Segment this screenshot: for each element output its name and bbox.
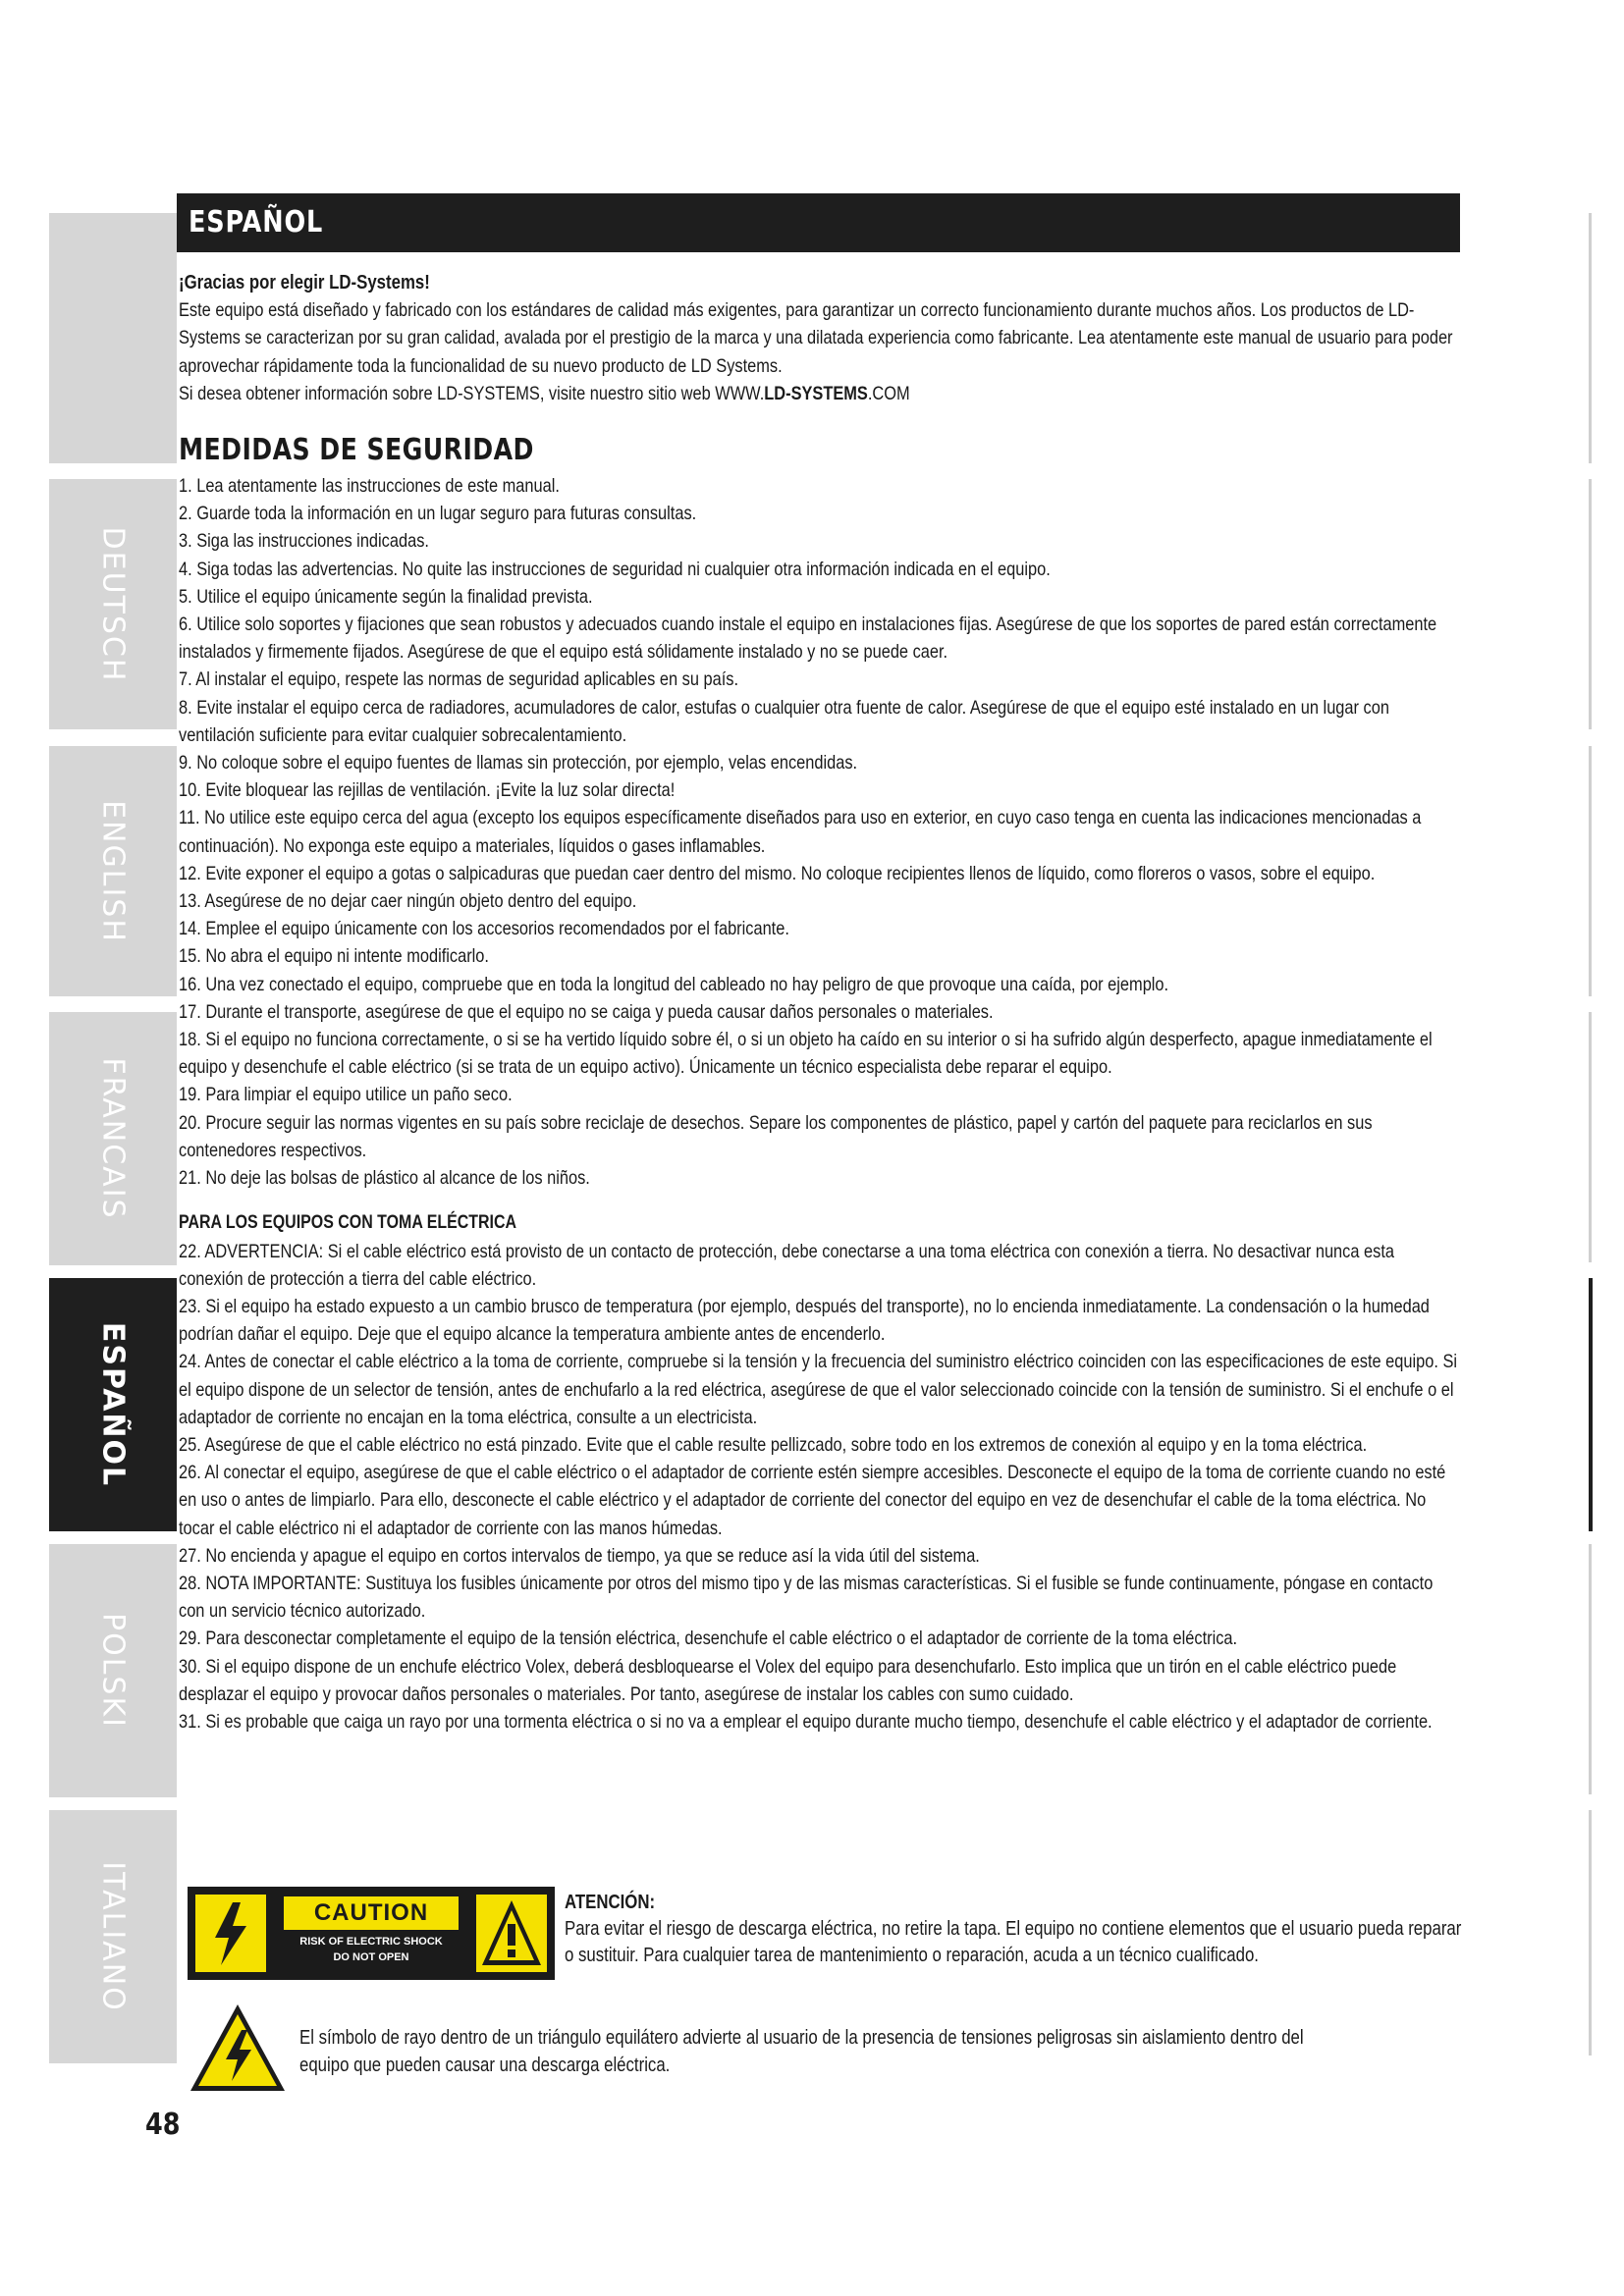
list-item: 3. Siga las instrucciones indicadas.: [179, 530, 429, 553]
list-item: 21. No deje las bolsas de plástico al alcance de los niños.: [179, 1167, 590, 1190]
list-item: 19. Para limpiar el equipo utilice un paño seco.: [179, 1084, 513, 1106]
caution-line-2: DO NOT OPEN: [333, 1951, 409, 1963]
list-item: 2. Guarde toda la información en un lugar seguro para futuras consultas.: [179, 503, 697, 525]
side-tab-label: FRANCAIS: [95, 1057, 131, 1220]
list-item: 24. Antes de conectar el cable eléctrico a la toma de corriente, compruebe si la tensión y la frecuencia del suministro eléctrico coinciden con las especificaciones de este equipo. Si el equipo dispone de un selector de tensión, antes de enchufarlo a la red eléctrica, asegúrese de que el valor seleccionado coincide con la tensión de suministro. Si el enchufe o el adaptador de corriente no encajan en la toma eléctrica, consulte a un electricista.: [179, 1351, 1458, 1428]
list-item: 17. Durante el transporte, asegúrese de que el equipo no se caiga y pueda causar daños personales o materiales.: [179, 1000, 994, 1023]
side-tab-espanol[interactable]: [49, 1278, 177, 1531]
intro-web-suffix: .COM: [867, 382, 910, 404]
intro-web-prefix: Si desea obtener información sobre LD-SYSTEMS, visite nuestro sitio web WWW.: [179, 382, 765, 404]
side-tab-label: ESPAÑOL: [95, 1321, 131, 1488]
list-item: 7. Al instalar el equipo, respete las normas de seguridad aplicables en su país.: [179, 668, 739, 691]
caution-exclamation-panel: [476, 1895, 547, 1972]
list-item: 25. Asegúrese de que el cable eléctrico no está pinzado. Evite que el cable resulte pellizcado, sobre todo en los extremos de conexión al equipo y en la toma eléctrica.: [179, 1433, 1368, 1456]
list-item: 18. Si el equipo no funciona correctamente, o si se ha vertido líquido sobre él, o si un objeto ha caído en su interior o si ha sufrido algún desperfecto, apague inmediatamente el equipo y desenchufe el cable eléctrico (si se trata de un equipo activo). Únicamente un técnico especialista debe reparar el equipo.: [179, 1029, 1433, 1079]
section-header-bar: [177, 193, 1460, 252]
caution-line-1: RISK OF ELECTRIC SHOCK: [299, 1936, 443, 1948]
right-edge-line: [1589, 1810, 1592, 2056]
section-header-title: ESPAÑOL: [189, 205, 324, 240]
caution-subtext: [274, 1934, 468, 1965]
list-item: 5. Utilice el equipo únicamente según la finalidad prevista.: [179, 585, 593, 608]
lightning-triangle-icon: [189, 2002, 287, 2093]
list-item: 23. Si el equipo ha estado expuesto a un cambio brusco de temperatura (por ejemplo, después del transporte), no lo encienda inmediatamente. La condensación o la humedad podrían dañar el equipo. Deje que el equipo alcance la temperatura ambiente antes de encenderlo.: [179, 1295, 1430, 1346]
list-item: 30. Si el equipo dispone de un enchufe eléctrico Volex, deberá desbloquearse el Volex del equipo para desenchufarlo. Esto implica que un tirón en el cable eléctrico puede desplazar el equipo y provocar daños personales o materiales. Por tanto, asegúrese de instalar los cables con sumo cuidado.: [179, 1655, 1397, 1705]
list-item: 6. Utilice solo soportes y fijaciones que sean robustos y adecuados cuando instale el equipo en instalaciones fijas. Asegúrese de que los soportes de pared están correctamente instalados y firmemente fijados. Asegúrese de que el equipo está sólidamente instalado y no se puede caer.: [179, 614, 1437, 664]
intro-web: [179, 380, 1461, 407]
electrical-title: PARA LOS EQUIPOS CON TOMA ELÉCTRICA: [179, 1212, 517, 1234]
intro-body: Este equipo está diseñado y fabricado con los estándares de calidad más exigentes, para garantizar un correcto funcionamiento durante muchos años. Los productos de LD-Systems se caracterizan por su gran calidad, avalada por el prestigio de la marca y una dilatada experiencia como fabricante. Lea atentamente este manual de usuario para poder aprovechar rápidamente toda la funcionalidad de su nuevo producto de LD Systems.: [179, 299, 1453, 377]
list-item: 27. No encienda y apague el equipo en cortos intervalos de tiempo, ya que se reduce así la vida útil del sistema.: [179, 1544, 980, 1567]
safety-title: MEDIDAS DE SEGURIDAD: [179, 433, 534, 468]
list-item: 15. No abra el equipo ni intente modificarlo.: [179, 945, 489, 968]
symbol-note: El símbolo de rayo dentro de un triángulo equilátero advierte al usuario de la presencia de tensiones peligrosas sin aislamiento dentro del equipo que pueden causar una descarga eléctrica.: [299, 2027, 1304, 2076]
atencion-block: [565, 1890, 1472, 1969]
electrical-list: [179, 1238, 1461, 1736]
safety-list: [179, 472, 1461, 1192]
caution-word: CAUTION: [284, 1896, 459, 1930]
list-item: 29. Para desconectar completamente el equipo de la tensión eléctrica, desenchufe el cable eléctrico o el adaptador de corriente de la toma eléctrica.: [179, 1628, 1238, 1650]
list-item: 1. Lea atentamente las instrucciones de este manual.: [179, 475, 560, 498]
page-number: 48: [145, 2108, 181, 2142]
side-tab-label: ENGLISH: [95, 799, 131, 943]
atencion-body: Para evitar el riesgo de descarga eléctrica, no retire la tapa. El equipo no contiene elementos que el usuario pueda reparar o sustituir. Para cualquier tarea de mantenimiento o reparación, acuda a un técnico cualificado.: [565, 1918, 1462, 1966]
list-item: 12. Evite exponer el equipo a gotas o salpicaduras que puedan caer dentro del mismo. No coloque recipientes llenos de líquido, como floreros o vasos, sobre el equipo.: [179, 862, 1376, 884]
caution-label: [188, 1887, 555, 1980]
caution-text-panel: [274, 1895, 468, 1972]
intro-web-link[interactable]: LD-SYSTEMS: [764, 382, 868, 404]
list-item: 20. Procure seguir las normas vigentes en su país sobre reciclaje de desechos. Separe los componentes de plástico, papel y cartón del paquete para reciclarlos en sus contenedores respectivos.: [179, 1111, 1373, 1161]
list-item: 8. Evite instalar el equipo cerca de radiadores, acumuladores de calor, estufas o cualquier otra fuente de calor. Asegúrese de que el equipo esté instalado en un lugar con ventilación suficiente para evitar cualquier sobrecalentamiento.: [179, 696, 1389, 746]
list-item: 31. Si es probable que caiga un rayo por una tormenta eléctrica o si no va a emplear el equipo durante mucho tiempo, desenchufe el cable eléctrico y el adaptador de corriente.: [179, 1710, 1433, 1733]
list-item: 10. Evite bloquear las rejillas de ventilación. ¡Evite la luz solar directa!: [179, 779, 676, 802]
side-tab-label: DEUTSCH: [95, 526, 131, 682]
list-item: 9. No coloque sobre el equipo fuentes de llamas sin protección, por ejemplo, velas encendidas.: [179, 752, 858, 774]
right-edge-line: [1589, 1544, 1592, 1794]
list-item: 4. Siga todas las advertencias. No quite las instrucciones de seguridad ni cualquier otra información indicada en el equipo.: [179, 558, 1051, 580]
side-tab-deutsch[interactable]: [49, 479, 177, 729]
side-tab-francais[interactable]: [49, 1012, 177, 1265]
exclamation-triangle-icon: [476, 1895, 547, 1972]
list-item: 26. Al conectar el equipo, asegúrese de que el cable eléctrico o el adaptador de corriente estén siempre accesibles. Desconecte el equipo de la toma de corriente cuando no esté en uso o antes de limpiarlo. Para ello, desconecte el cable eléctrico y el adaptador de corriente del conector del equipo en vez de desenchufar el cable de la toma eléctrica. No tocar el cable eléctrico ni el adaptador de corriente con las manos húmedas.: [179, 1462, 1446, 1539]
right-edge-line: [1589, 213, 1592, 463]
atencion-title: ATENCIÓN:: [565, 1892, 656, 1913]
list-item: 13. Asegúrese de no dejar caer ningún objeto dentro del equipo.: [179, 890, 637, 913]
right-edge-line: [1589, 1012, 1592, 1262]
side-tab-blank: [49, 213, 177, 463]
right-edge-line: [1589, 479, 1592, 729]
list-item: 28. NOTA IMPORTANTE: Sustituya los fusibles únicamente por otros del mismo tipo y de las mismas características. Si el fusible se funde continuamente, póngase en contacto con un servicio técnico autorizado.: [179, 1572, 1434, 1623]
list-item: 16. Una vez conectado el equipo, compruebe que en toda la longitud del cableado no hay peligro de que provoque una caída, por ejemplo.: [179, 973, 1169, 995]
side-tab-label: POLSKI: [95, 1613, 131, 1729]
side-tab-polski[interactable]: [49, 1544, 177, 1797]
right-edge-line-active: [1589, 1278, 1593, 1531]
list-item: 22. ADVERTENCIA: Si el cable eléctrico está provisto de un contacto de protección, debe conectarse a una toma eléctrica con conexión a tierra. No desactivar nunca esta conexión de protección a tierra del cable eléctrico.: [179, 1240, 1394, 1290]
side-tab-italiano[interactable]: [49, 1810, 177, 2063]
list-item: 14. Emplee el equipo únicamente con los accesorios recomendados por el fabricante.: [179, 918, 789, 940]
side-tab-english[interactable]: [49, 746, 177, 996]
lightning-icon: [195, 1895, 266, 1972]
side-tab-label: ITALIANO: [95, 1861, 131, 2012]
caution-bolt-panel: [195, 1895, 266, 1972]
intro-title: ¡Gracias por elegir LD-Systems!: [179, 272, 430, 294]
right-edge-line: [1589, 746, 1592, 996]
list-item: 11. No utilice este equipo cerca del agua (excepto los equipos específicamente diseñados para uso en exterior, en cuyo caso tenga en cuenta las indicaciones mencionadas a continuación). No exponga este equipo a materiales, líquidos o gases inflamables.: [179, 807, 1422, 857]
main-content: [179, 269, 1461, 1735]
